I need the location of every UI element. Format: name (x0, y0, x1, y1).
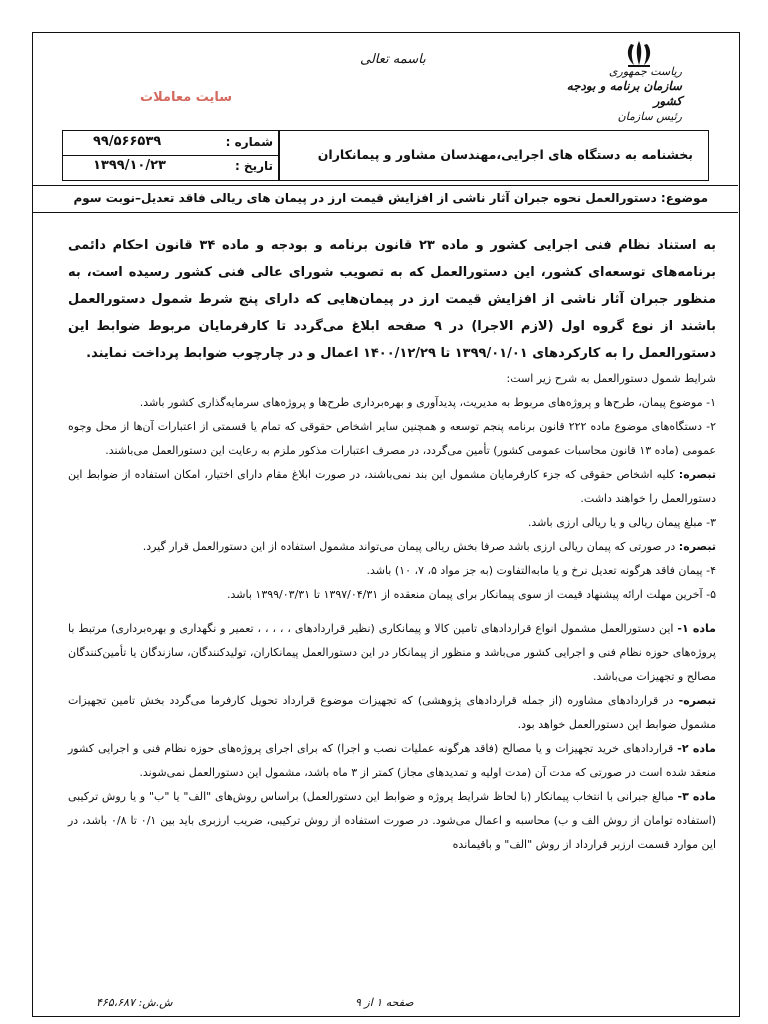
subject: موضوع: دستورالعمل نحوه جبران آثار ناشی از افزایش قیمت ارز در پیمان های ریالی فاقد تعدیل–نوبت سوم (73, 191, 708, 205)
condition-4: ۴- پیمان فاقد هرگونه تعدیل نرخ و یا مابه‌التفاوت (به جز مواد ۵، ۷، ۱۰) باشد. (366, 564, 716, 577)
article-2 (68, 737, 716, 785)
number-label: شماره : (225, 135, 273, 149)
date-label: تاریخ : (234, 159, 273, 173)
header-divider (278, 131, 280, 180)
condition-2: ۲- دستگاه‌های موضوع ماده ۲۲۲ قانون برنامه پنجم توسعه و همچنین سایر اشخاص حقوقی که تمام یا قسمتی از اعتبارات آن‌ها از محل وجوه عمومی (ماده ۱۳ قانون محاسبات عمومی کشور) تأمین می‌گردد، در مصرف اعتبارات مذکور ملزم به رعایت این دستورالعمل می‌باشند. (68, 420, 716, 457)
org-line3: رئیس سازمان (617, 110, 682, 123)
article-3-text: مبالغ جبرانی با انتخاب پیمانکار (با لحاظ شرایط پروژه و ضوابط این دستورالعمل) براساس روش‌های "الف" یا "ب" و یا روش ترکیبی (استفاده توامان از روش الف و ب) محاسبه و اعمال می‌شود. در صورت استفاده از روش ترکیبی، ضریب ارزبری باید بین ۰/۱ تا ۰/۸ باشد، در این موارد قسمت ارزبر قرارداد از روش "الف" و باقیمانده (68, 790, 716, 851)
org-title-block (552, 64, 682, 124)
header-divider-h (63, 155, 278, 156)
article-1-note-label: تبصره- (678, 694, 716, 707)
header-table (62, 130, 709, 181)
intro-paragraph: به استناد نظام فنی اجرایی کشور و ماده ۲۳ قانون برنامه و بودجه و ماده ۳۴ قانون احکام دائمی برنامه‌های توسعه‌ای کشور، این دستورالعمل که به تصویب شورای عالی فنی کشور رسیده است، به منظور جبران آثار ناشی از افزایش قیمت ارز در پیمان‌هایی که دارای پنج شرط شمول دستورالعمل باشند از نوع گروه اول (لازم الاجرا) در ۹ صفحه ابلاغ می‌گردد تا کارفرمایان مربوط ضوابط این دستورالعمل را به کارکردهای ۱۳۹۹/۰۱/۰۱ تا ۱۴۰۰/۱۲/۲۹ اعمال و در چارچوب ضوابط پرداخت نمایند. (68, 238, 716, 361)
article-1 (68, 617, 716, 689)
footer-code: ش.ش: ۴۶۵،۶۸۷ (96, 996, 173, 1009)
note-2-text: در صورتی که پیمان ریالی ارزی باشد صرفا بخش ریالی پیمان می‌تواند مشمول استفاده از این دستورالعمل قرار گیرد. (142, 540, 679, 553)
besmeleh: باسمه تعالی (360, 52, 426, 67)
condition-3: ۳- مبلغ پیمان ریالی و یا ریالی ارزی باشد. (527, 516, 716, 529)
page-number: صفحه ۱ از ۹ (355, 996, 414, 1009)
recipients: بخشنامه به دستگاه های اجرایی،مهندسان مشاور و پیمانکاران (317, 147, 693, 162)
condition-5: ۵- آخرین مهلت ارائه پیشنهاد قیمت از سوی پیمانکار برای پیمان منعقده از ۱۳۹۷/۰۴/۳۱ تا ۱۳۹۹/۰۳/۳۱ باشد. (227, 588, 716, 601)
article-1-note-text: در قراردادهای مشاوره (از جمله قراردادهای پژوهشی) که تجهیزات موضوع قرارداد تحویل کارفرما می‌گردد بخش تامین تجهیزات مشمول ضوابط این دستورالعمل خواهد بود. (68, 694, 716, 731)
article-3 (68, 785, 716, 857)
note-1-text: کلیه اشخاص حقوقی که جزء کارفرمایان مشمول این بند نمی‌باشند، در صورت ابلاغ مقام دارای اختیار، امکان استفاده از ضوابط این دستورالعمل را خواهند داشت. (68, 468, 716, 505)
conditions-intro: شرایط شمول دستورالعمل به شرح زیر است: (506, 372, 716, 385)
note-1 (68, 463, 716, 511)
article-1-label: ماده ۱- (677, 622, 716, 635)
article-1-text: این دستورالعمل مشمول انواع قراردادهای تامین کالا و پیمانکاری (نظیر قراردادهای ، ، ، ، ، تعمیر و نگهداری و بهره‌برداری) مرتبط با پروژه‌های حوزه نظام فنی و اجرایی کشور می‌باشد و منظور از پیمانکار در این دستورالعمل پیمانکاران، تولیدکنندگان، سازندگان یا تأمین‌کنندگان مصالح و تجهیزات می‌باشد. (68, 622, 716, 683)
note-1-label: تبصره: (678, 468, 716, 481)
article-2-text: قراردادهای خرید تجهیزات و یا مصالح (فاقد هرگونه عملیات نصب و اجرا) که برای اجرای پروژه‌های حوزه نظام فنی و اجرایی کشور منعقد شده است در صورتی که مدت آن (مدت اولیه و تمدیدهای مجاز) کمتر از ۳ ماه باشد، مشمول این دستورالعمل نمی‌شوند. (68, 742, 716, 779)
article-3-label: ماده ۳- (677, 790, 716, 803)
org-line1: ریاست جمهوری (608, 65, 682, 78)
article-1-note (68, 689, 716, 737)
article-2-label: ماده ۲- (677, 742, 716, 755)
number-value: ۹۹/۵۶۶۵۳۹ (93, 134, 162, 149)
document-body (68, 232, 716, 857)
note-2-label: تبصره: (678, 540, 716, 553)
condition-1: ۱- موضوع پیمان، طرح‌ها و پروژه‌های مربوط به مدیریت، پدیدآوری و بهره‌برداری طرح‌ها و پروژه‌های سرمایه‌گذاری کشور باشد. (139, 396, 716, 409)
site-label: سایت معاملات (140, 90, 233, 105)
note-2 (68, 535, 716, 559)
subject-row (32, 185, 738, 213)
org-line2: سازمان برنامه و بودجه کشور (566, 79, 682, 108)
date-value: ۱۳۹۹/۱۰/۲۳ (93, 158, 166, 173)
